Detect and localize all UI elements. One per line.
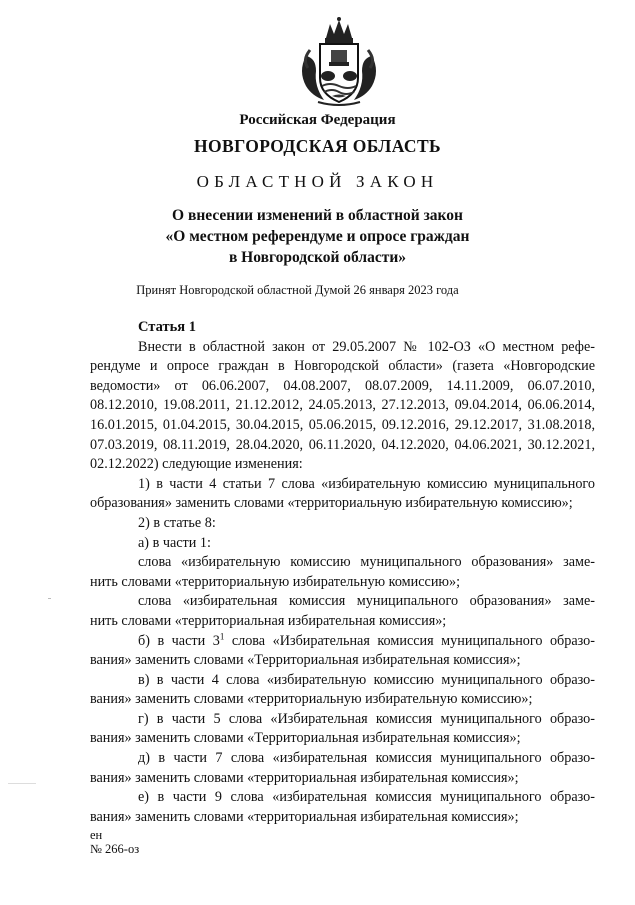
item-2e-line-2: вания» заменить словами «территориальная избирательная комиссия»; [90,769,519,786]
region-name: НОВГОРОДСКАЯ ОБЛАСТЬ [194,136,441,156]
scan-speck [8,783,36,784]
footer-number: № 266-оз [90,842,140,856]
item-2f-line-2: вания» заменить словами «территориальная избирательная комиссия»; [90,808,519,825]
intro-line-3: ведомости» от 06.06.2007, 04.08.2007, 08.07.2009, 14.11.2009, 06.07.2010, [90,377,595,394]
item-1-line-2: образования» заменить словами «территориальную избирательную комиссию»; [90,495,573,512]
item-2b-line-1 [90,632,595,652]
item-2f-line-1: е) в части 9 слова «избирательная комиссия муниципального образо- [138,789,595,806]
item-2b-superscript: 1 [219,630,225,641]
item-2a-1-line-2: нить словами «территориальную избирательную комиссию»; [90,573,461,590]
article-body [90,318,595,827]
intro-line-5: 16.01.2015, 01.04.2015, 30.04.2015, 05.06.2015, 09.12.2016, 29.12.2017, 31.08.2018, [90,416,595,433]
item-2d-line-1: г) в части 5 слова «Избирательная комиссия муниципального образо- [138,710,595,727]
article-heading: Статья 1 [138,319,196,335]
intro-line-6: 07.03.2019, 08.11.2019, 28.04.2020, 06.11.2020, 04.12.2020, 04.06.2021, 30.12.2021, [90,436,595,453]
item-2d-line-2: вания» заменить словами «Территориальная избирательная комиссия»; [90,730,521,747]
coat-of-arms-icon [296,16,382,108]
footer-initials: ен [90,828,103,842]
intro-line-1: Внести в областной закон от 29.05.2007 № 102-ОЗ «О местном рефе- [138,338,595,355]
scan-speck [48,598,51,599]
item-2: 2) в статье 8: [138,514,216,531]
intro-line-2: рендуме и опросе граждан в Новгородской области» (газета «Новгородские [90,358,595,375]
item-2a: а) в части 1: [138,534,211,551]
law-title-line-3: в Новгородской области» [228,249,407,266]
item-2a-2-line-2: нить словами «территориальная избирательная комиссия»; [90,612,447,629]
adoption-note: Принят Новгородской областной Думой 26 января 2023 года [136,283,459,297]
item-2b-start: б) в части 3 [138,632,220,649]
country-name: Российская Федерация [239,112,396,128]
document-type: ОБЛАСТНОЙ ЗАКОН [196,172,439,191]
item-2a-1-line-1: слова «избирательную комиссию муниципального образования» заме- [138,554,595,571]
item-2b-line-2: вания» заменить словами «Территориальная избирательная комиссия»; [90,652,521,669]
item-2a-2-line-1: слова «избирательная комиссия муниципального образования» заме- [138,593,595,610]
item-2c-line-2: вания» заменить словами «территориальную избирательную комиссию»; [90,691,533,708]
document-footer [90,828,139,856]
intro-line-7: 02.12.2022) следующие изменения: [90,456,303,473]
intro-line-4: 08.12.2010, 19.08.2011, 21.12.2012, 24.05.2013, 27.12.2013, 09.04.2014, 06.06.2014, [90,397,595,414]
item-1-line-1: 1) в части 4 статьи 7 слова «избирательную комиссию муниципального [138,475,595,492]
law-title-line-1: О внесении изменений в областной закон [172,207,463,224]
item-2b-rest: слова «Избирательная комиссия муниципального образо- [224,632,595,649]
law-title-line-2: «О местном референдуме и опросе граждан [165,228,470,245]
item-2e-line-1: д) в части 7 слова «избирательная комиссия муниципального образо- [138,750,595,767]
item-2c-line-1: в) в части 4 слова «избирательную комиссию муниципального образо- [138,671,595,688]
